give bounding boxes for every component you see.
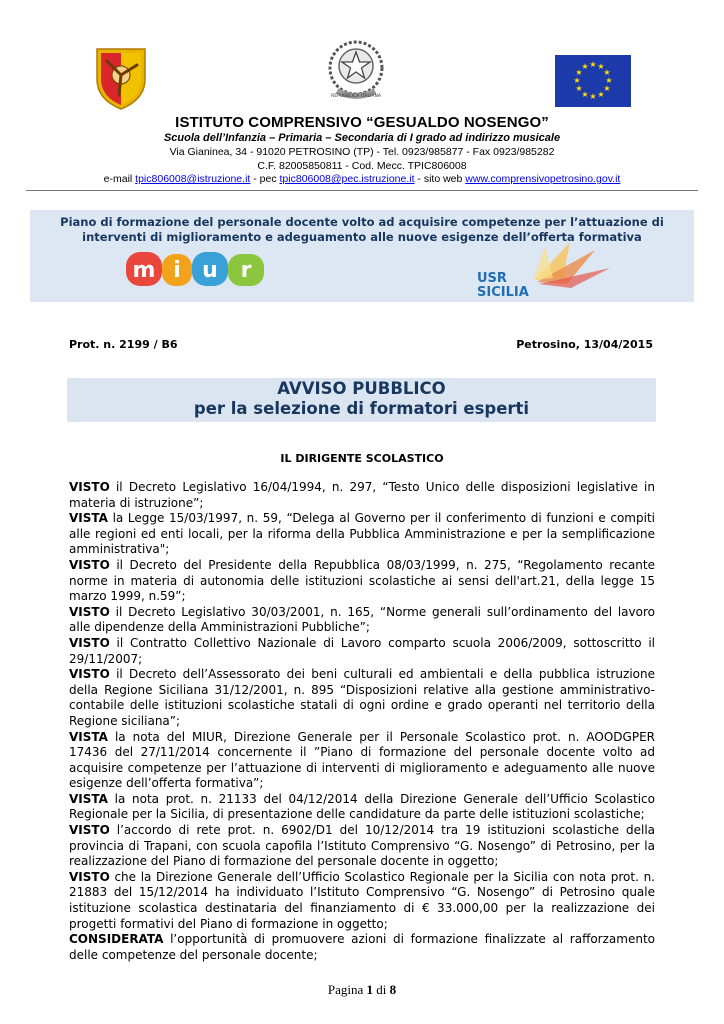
paragraph (69, 823, 655, 870)
miur-letter-u: u (202, 258, 218, 283)
svg-text:★: ★ (605, 76, 613, 85)
paragraph (69, 932, 655, 963)
email-label: e-mail (103, 173, 136, 185)
paragraph (69, 511, 655, 558)
paragraph-keyword: VISTO (69, 480, 110, 494)
paragraph (69, 636, 655, 667)
paragraph-keyword: VISTA (69, 511, 108, 526)
paragraph-text: la nota del MIUR, Direzione Generale per il Personale Scolastico prot. n. AOODGPER 17436 del 27/11/2014 concernente il ”Piano di formazione del personale docente volto ad acquisire competenze per l’attuazione di interventi di miglioramento e adeguamento alle nuove esigenze dell’offerta formativa”; (69, 729, 655, 791)
paragraph-keyword: VISTO (69, 667, 110, 682)
title-line-2: per la selezione di formatori esperti (193, 399, 530, 418)
paragraph (69, 667, 655, 729)
svg-text:★: ★ (581, 62, 589, 71)
pec-link[interactable]: tpic806008@pec.istruzione.it (279, 173, 415, 185)
web-label: - sito web (414, 173, 466, 185)
paragraph-keyword: VISTA (69, 729, 108, 744)
paragraph-keyword: CONSIDERATA (69, 932, 164, 947)
italy-ribbon-text: REPUBBLICA ITALIANA (331, 94, 381, 99)
european-union-flag (555, 55, 631, 107)
project-banner (30, 210, 694, 302)
paragraph (69, 792, 655, 823)
svg-text:★: ★ (575, 68, 583, 77)
svg-text:★: ★ (603, 84, 611, 93)
paragraph-keyword: VISTA (69, 791, 108, 806)
miur-letter-r: r (240, 258, 252, 283)
paragraph (69, 870, 655, 932)
paragraph-text: la Legge 15/03/1997, n. 59, “Delega al Governo per il conferimento di funzioni e compiti alle regioni ed enti locali, per la riforma della Pubblica Amministrazione e per la semplificazione amministrativa"; (69, 511, 655, 557)
paragraph-text: il Decreto Legislativo 16/04/1994, n. 297, “Testo Unico delle disposizioni legislative in materia di istruzione”; (69, 480, 655, 510)
svg-text:★: ★ (581, 90, 589, 99)
miur-letter-i: i (173, 258, 181, 283)
paragraph-text: la nota prot. n. 21133 del 04/12/2014 della Direzione Generale dell’Ufficio Scolastico Regionale per la Sicilia, di presentazione delle candidature da parte delle istituzioni scolastiche; (69, 791, 655, 822)
page-of-label: di (373, 982, 390, 997)
document-body (69, 480, 655, 963)
paragraph-text: il Decreto Legislativo 30/03/2001, n. 165, “Norme generali sull’ordinamento del lavoro alle dipendenze della Amministrazioni Pubbliche”; (69, 604, 655, 635)
paragraph-keyword: VISTO (69, 604, 110, 619)
paragraph-text: il Decreto del Presidente della Repubblica 08/03/1999, n. 275, “Regolamento recante norme in materia di autonomia delle istituzioni scolastiche ai sensi dell'art.21, della legge 15 marzo 1999, n.59”; (69, 557, 655, 604)
school-address: Via Gianinea, 34 - 91020 PETROSINO (TP) - Tel. 0923/985877 - Fax 0923/985282 (169, 146, 555, 158)
italian-republic-emblem (323, 35, 389, 105)
usr-text: USR (477, 271, 507, 286)
sicilia-text: SICILIA (477, 285, 529, 300)
page-total: 8 (389, 982, 397, 997)
svg-text:★: ★ (589, 92, 597, 101)
usr-sicilia-logo (475, 240, 625, 300)
protocol-number: Prot. n. 2199 / B6 (69, 338, 178, 351)
banner-line-1: Piano di formazione del personale docente volto ad acquisire competenze per l’attuazione di (60, 215, 664, 229)
paragraph-keyword: VISTO (69, 823, 110, 838)
school-fiscal-code: C.F. 82005850811 - Cod. Mecc. TPIC806008 (257, 160, 467, 172)
paragraph-keyword: VISTO (69, 635, 110, 650)
miur-logo (124, 248, 274, 290)
svg-text:★: ★ (597, 62, 605, 71)
page-footer (0, 982, 724, 998)
paragraph-text: l’opportunità di promuovere azioni di formazione finalizzate al rafforzamento delle competenze del personale docente; (69, 932, 655, 962)
paragraph-text: il Contratto Collettivo Nazionale di Lavoro comparto scuola 2006/2009, sottoscritto il 29/11/2007; (69, 635, 655, 666)
paragraph-text: l’accordo di rete prot. n. 6902/D1 del 10/12/2014 tra 19 istituzioni scolastiche della provincia di Trapani, con scuola capofila l’Istituto Comprensivo “G. Nosengo” di Petrosino, per la realizzazione del Piano di formazione del personale docente in oggetto; (69, 823, 655, 869)
paragraph-text: il Decreto dell’Assessorato dei beni culturali ed ambientali e della pubblica istruzione della Regione Siciliana 31/12/2001, n. 895 “Disposizioni relative alla gestione amministrativo-contabile delle istituzioni scolastiche statali di ogni ordine e grado operanti nel territorio della Regione siciliana”; (69, 667, 655, 728)
school-subtitle: Scuola dell’Infanzia – Primaria – Secondaria di I grado ad indirizzo musicale (163, 132, 561, 144)
paragraph-keyword: VISTO (69, 869, 110, 884)
pec-label: - pec (250, 173, 280, 185)
page-number: 1 (366, 982, 373, 997)
svg-text:★: ★ (575, 84, 583, 93)
svg-text:★: ★ (589, 60, 597, 69)
title-line-1: AVVISO PUBBLICO (277, 379, 446, 398)
page-label: Pagina (327, 982, 367, 997)
banner-line-2: interventi di miglioramento e adeguamento alle nuove esigenze dell’offerta formativa (82, 230, 642, 244)
header-divider (26, 190, 698, 191)
sicily-region-emblem (93, 45, 149, 111)
svg-text:★: ★ (603, 68, 611, 77)
miur-letter-m: m (132, 258, 156, 283)
svg-text:★: ★ (573, 76, 581, 85)
school-contact (0, 173, 724, 185)
svg-text:★: ★ (597, 90, 605, 99)
document-date: Petrosino, 13/04/2015 (516, 338, 653, 351)
paragraph-keyword: VISTO (69, 557, 110, 572)
email-link[interactable]: tpic806008@istruzione.it (135, 173, 251, 185)
section-heading: IL DIRIGENTE SCOLASTICO (280, 452, 444, 465)
paragraph (69, 605, 655, 636)
paragraph (69, 730, 655, 792)
paragraph (69, 558, 655, 605)
document-title (67, 378, 656, 422)
website-link[interactable]: www.comprensivopetrosino.gov.it (465, 173, 621, 185)
paragraph (69, 480, 655, 511)
paragraph-text: che la Direzione Generale dell’Ufficio Scolastico Regionale per la Sicilia con nota prot. n. 21883 del 15/12/2014 ha individuato l’Istituto Comprensivo “G. Nosengo” di Petrosino quale istituzione scolastica destinataria del finanziamento di € 33.000,00 per la realizzazione dei progetti formativi del Piano di formazione in oggetto; (69, 869, 655, 931)
school-name: ISTITUTO COMPRENSIVO “GESUALDO NOSENGO” (175, 114, 549, 131)
